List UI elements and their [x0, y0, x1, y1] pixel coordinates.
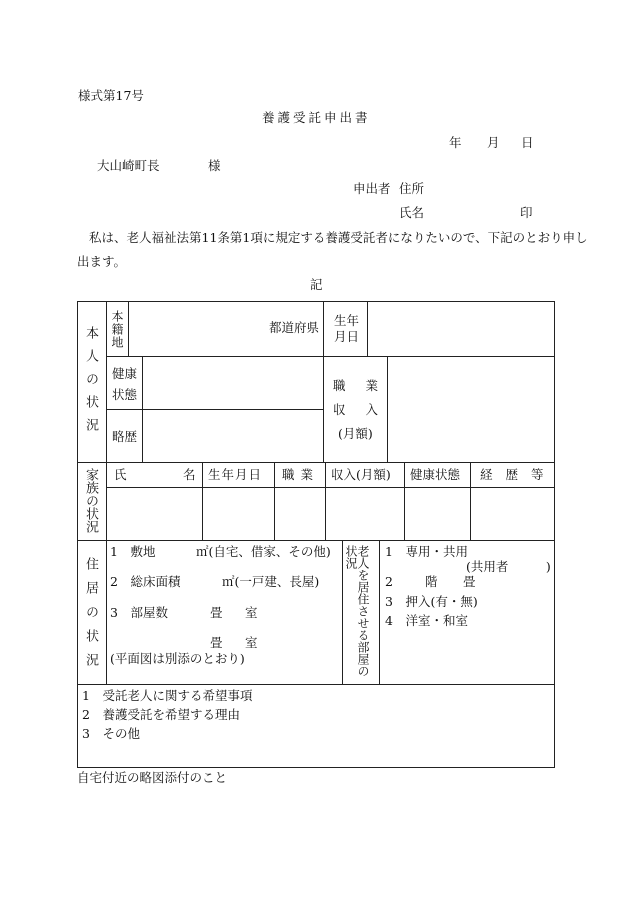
date-year: 年	[449, 135, 462, 150]
wish-item-1: 1 受託老人に関する希望事項	[82, 688, 253, 703]
room-option-2-floor: 階	[425, 574, 438, 589]
section2-label: 家族の状況	[83, 468, 98, 533]
family-col-name-a: 氏	[114, 467, 127, 482]
applicant-label: 申出者	[353, 181, 391, 196]
birth-label-1: 生年	[334, 313, 360, 328]
rule-s2-col4	[404, 462, 405, 540]
addressee: 大山崎町長	[97, 158, 160, 173]
wish-item-2: 2 養護受託を希望する理由	[82, 707, 240, 722]
rule-s1-birth-col	[367, 301, 368, 356]
housing-tatami-1: 畳	[210, 605, 223, 620]
health-label-1: 健康	[112, 366, 138, 381]
addressee-honorific: 様	[208, 158, 221, 173]
rule-s2-header	[106, 487, 555, 488]
family-col-career: 経歴等	[480, 467, 557, 482]
rule-s2-col2	[274, 462, 275, 540]
rule-s1-honseki-col	[128, 301, 129, 356]
room-option-2-num: 2	[385, 574, 393, 589]
elder-room-label: 老人を居住させる部屋の状況	[344, 545, 370, 677]
page-title: 養護受託申出書	[262, 110, 371, 125]
wish-item-3: 3 その他	[82, 726, 140, 741]
seal-mark: 印	[520, 205, 533, 220]
rule-s2-col1	[202, 462, 203, 540]
room-option-1: 1 専用・共用	[385, 544, 468, 559]
section3-label: 住居の状況	[83, 557, 98, 677]
housing-room-1: 室	[245, 605, 258, 620]
address-label: 住所	[399, 181, 425, 196]
housing-room-2: 室	[245, 635, 258, 650]
body-line-2: 出ます。	[77, 254, 127, 269]
date-month: 月	[487, 135, 500, 150]
rule-s1-health-col	[142, 356, 143, 462]
room-option-4: 4 洋室・和室	[385, 613, 468, 628]
family-col-job: 職業	[282, 467, 320, 482]
rule-s1-mid-col	[323, 301, 324, 462]
prefecture-label: 都道府県	[269, 320, 320, 335]
name-label: 氏名	[399, 205, 425, 220]
family-col-income: 収入(月額)	[331, 467, 391, 482]
room-option-1-sub: (共用者 )	[466, 559, 551, 574]
housing-floor-detail: ㎡(一戸建、長屋)	[222, 574, 320, 589]
housing-rooms: 3 部屋数	[110, 605, 168, 620]
family-col-birth: 生年月日	[208, 467, 263, 482]
rule-s3-col2	[379, 540, 380, 684]
housing-site-detail: ㎡(自宅、借家、その他)	[196, 544, 331, 559]
health-label-2: 状態	[112, 387, 138, 402]
section1-label: 本人の状況	[83, 326, 98, 441]
rule-s3-bottom	[77, 684, 555, 685]
family-col-name-b: 名	[183, 467, 196, 482]
room-option-3: 3 押入(有・無)	[385, 594, 478, 609]
room-option-2-tatami: 畳	[463, 574, 476, 589]
rule-s2-col5	[470, 462, 471, 540]
ki-mark: 記	[310, 277, 323, 292]
rule-s3-col1	[342, 540, 343, 684]
career-label: 略歴	[112, 429, 138, 444]
rule-s2-bottom	[77, 540, 555, 541]
rule-label-col	[106, 301, 107, 684]
rule-s1-row1	[106, 356, 555, 357]
housing-tatami-2: 畳	[210, 635, 223, 650]
date-day: 日	[521, 135, 534, 150]
body-line-1: 私は、老人福祉法第11条第1項に規定する養護受託者になりたいので、下記のとおり申し	[89, 230, 588, 245]
birth-label-2: 月日	[334, 329, 360, 344]
housing-site: 1 敷地	[110, 544, 156, 559]
housing-plan-note: (平面図は別添のとおり)	[110, 651, 245, 666]
housing-floor: 2 総床面積	[110, 574, 181, 589]
rule-s1-bottom	[77, 462, 555, 463]
monthly-label: (月額)	[338, 426, 373, 441]
family-col-health: 健康状態	[410, 467, 461, 482]
form-number: 様式第17号	[78, 88, 144, 103]
rule-s2-col3	[325, 462, 326, 540]
rule-s1-row2	[106, 409, 323, 410]
honseki-label: 本籍地	[110, 310, 124, 349]
income-label: 収入	[333, 402, 399, 417]
footer-note: 自宅付近の略図添付のこと	[77, 770, 228, 785]
occupation-label: 職業	[333, 378, 399, 393]
